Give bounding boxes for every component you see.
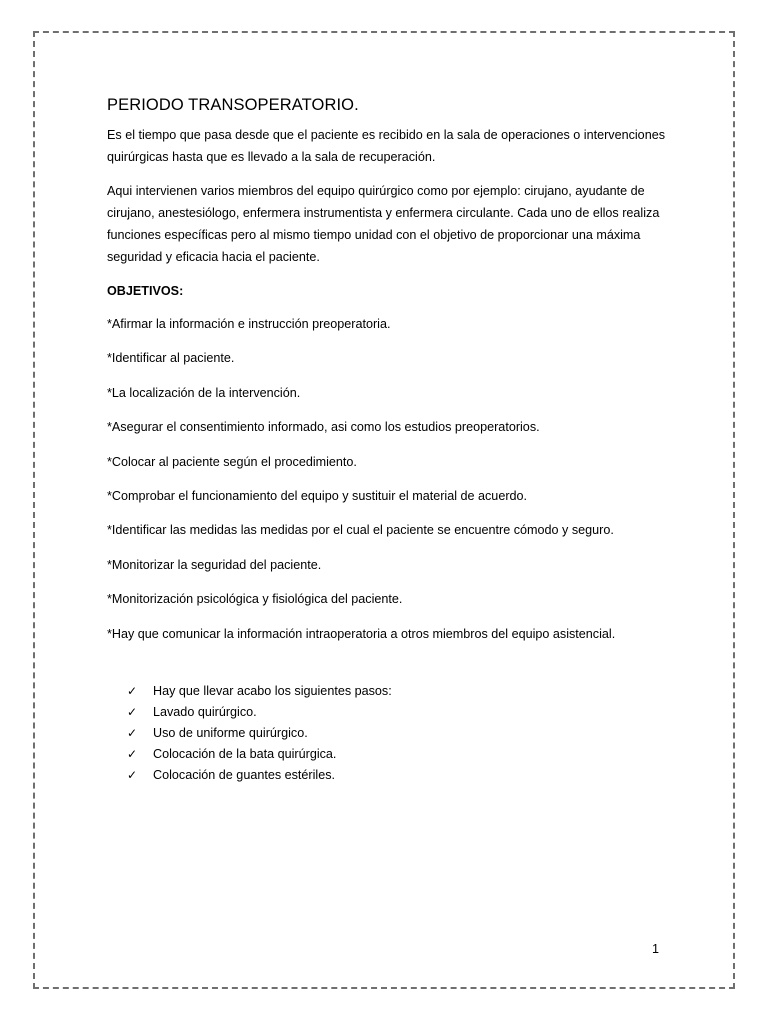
checkmark-icon: ✓ [127, 767, 138, 782]
objective-item: *Identificar las medidas las medidas por el cual el paciente se encuentre cómodo y seguro. [107, 523, 614, 538]
objective-item: *Identificar al paciente. [107, 351, 235, 366]
objective-item: *La localización de la intervención. [107, 385, 301, 400]
checkmark-icon: ✓ [127, 746, 138, 761]
checklist-item [127, 744, 682, 765]
checklist-item [127, 723, 682, 744]
checkmark-icon: ✓ [127, 725, 138, 740]
checklist-item-label: Colocación de guantes estériles. [153, 767, 336, 782]
document-title: PERIODO TRANSOPERATORIO. [107, 96, 359, 114]
objective-item: *Comprobar el funcionamiento del equipo y sustituir el material de acuerdo. [107, 488, 528, 503]
objective-item: *Monitorización psicológica y fisiológica del paciente. [107, 592, 403, 607]
checklist-item-label: Uso de uniforme quirúrgico. [153, 725, 308, 740]
checklist-item [127, 765, 682, 786]
objective-item: *Hay que comunicar la información intraoperatoria a otros miembros del equipo asistencial. [107, 626, 616, 641]
intro-paragraph: Es el tiempo que pasa desde que el paciente es recibido en la sala de operaciones o intervenciones quirúrgicas hasta que es llevado a la sala de recuperación. [107, 128, 665, 164]
document-body [107, 92, 682, 786]
objective-item: *Monitorizar la seguridad del paciente. [107, 557, 322, 572]
objectives-heading: OBJETIVOS: [107, 284, 184, 298]
objective-item: *Afirmar la información e instrucción preoperatoria. [107, 317, 391, 331]
objective-item: *Asegurar el consentimiento informado, asi como los estudios preoperatorios. [107, 420, 540, 435]
checkmark-icon: ✓ [127, 704, 138, 719]
checklist-item [127, 702, 682, 723]
steps-checklist [127, 681, 682, 786]
checkmark-icon: ✓ [127, 683, 138, 698]
checklist-item-label: Lavado quirúrgico. [153, 704, 257, 719]
checklist-item-label: Hay que llevar acabo los siguientes pasos: [153, 683, 392, 698]
objective-item: *Colocar al paciente según el procedimiento. [107, 454, 357, 469]
team-paragraph: Aqui intervienen varios miembros del equipo quirúrgico como por ejemplo: cirujano, ayudante de cirujano, anestesiólogo, enfermera instrumentista y enfermera circulante. Cada uno de ellos realiza funciones específicas pero al mismo tiempo unidad con el objetivo de proporcionar una máxima seguridad y eficacia hacia el paciente. [107, 184, 660, 264]
checklist-item-label: Colocación de la bata quirúrgica. [153, 746, 337, 761]
checklist-item [127, 681, 682, 702]
page-number: 1 [652, 942, 660, 956]
